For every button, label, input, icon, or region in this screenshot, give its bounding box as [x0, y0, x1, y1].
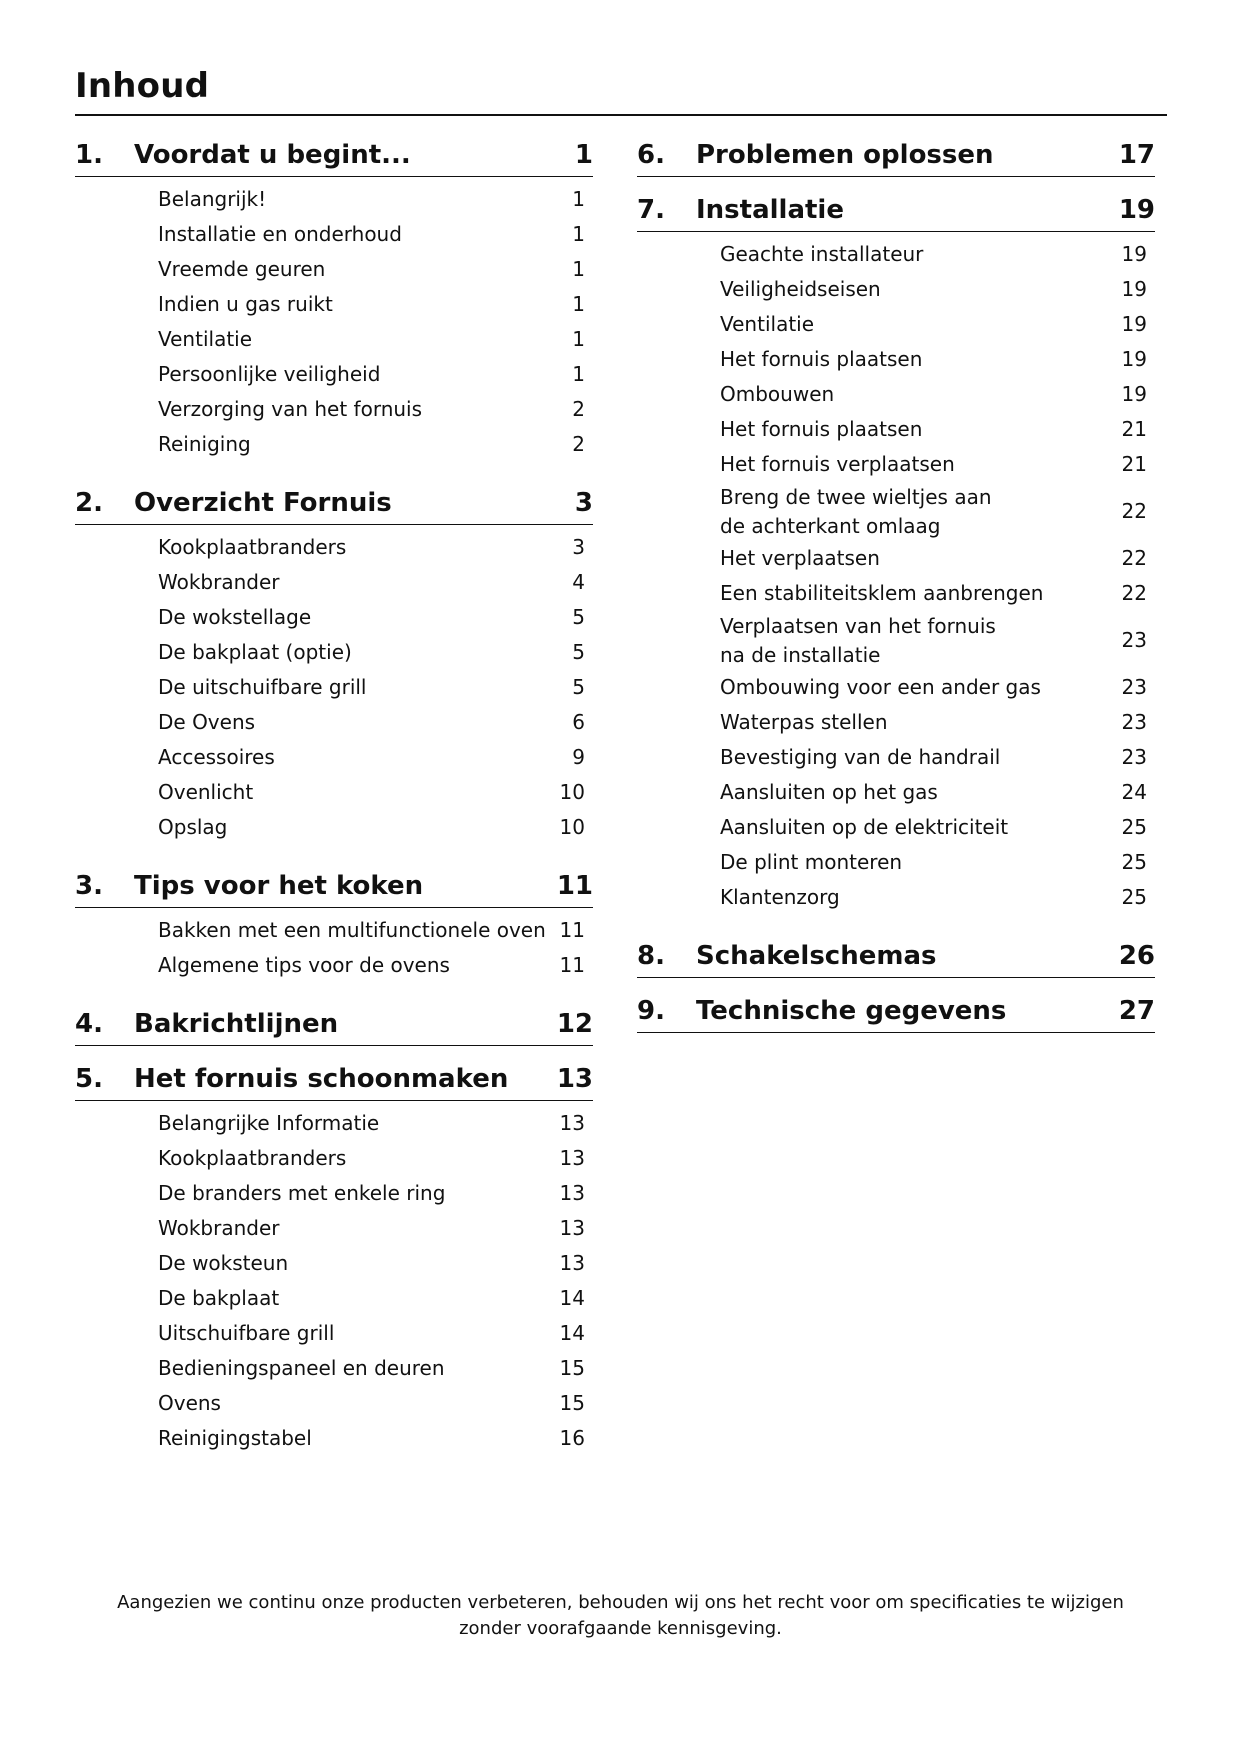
toc-entry[interactable] — [75, 1351, 593, 1386]
toc-entry-title-line: Het verplaatsen — [720, 546, 880, 570]
toc-entry[interactable] — [637, 740, 1155, 775]
toc-entry-title-line: Persoonlijke veiligheid — [158, 362, 381, 386]
toc-entry-title — [75, 778, 560, 807]
toc-entry-page-number: 25 — [1121, 885, 1147, 909]
toc-entry-page-number: 1 — [572, 327, 585, 351]
toc-entry-list — [637, 232, 1155, 923]
toc-entry[interactable] — [637, 670, 1155, 705]
toc-entry-title-line: De Ovens — [158, 710, 256, 734]
toc-entry[interactable] — [75, 775, 593, 810]
section-page-number: 1 — [574, 140, 593, 170]
toc-entry-title-line: de achterkant omlaag — [720, 513, 941, 538]
toc-entry-list — [75, 908, 593, 991]
toc-section-heading[interactable] — [75, 865, 593, 908]
section-number: 3. — [75, 871, 103, 901]
toc-entry-page-number: 1 — [572, 222, 585, 246]
toc-entry[interactable] — [637, 342, 1155, 377]
toc-entry[interactable] — [637, 611, 1155, 670]
footer-line-1: Aangezien we continu onze producten verbeteren, behouden wij ons het recht voor om specificaties te wijzigen — [117, 1592, 1124, 1613]
toc-entry-title — [75, 743, 572, 772]
toc-entry[interactable] — [637, 412, 1155, 447]
section-title: Overzicht Fornuis — [134, 488, 392, 518]
toc-entry-title-line: na de installatie — [720, 642, 881, 667]
toc-entry-title — [75, 1424, 560, 1453]
toc-entry[interactable] — [637, 705, 1155, 740]
section-page-number: 26 — [1118, 941, 1155, 971]
toc-entry-title — [75, 1389, 560, 1418]
toc-entry-title — [637, 743, 1122, 772]
section-title: Technische gegevens — [696, 996, 1007, 1026]
toc-entry-page-number: 16 — [559, 1426, 585, 1450]
section-title: Bakrichtlijnen — [134, 1009, 339, 1039]
toc-entry-title — [637, 778, 1122, 807]
toc-entry[interactable] — [637, 880, 1155, 915]
toc-entry-title-line: Ventilatie — [158, 327, 253, 351]
toc-entry-page-number: 3 — [572, 535, 585, 559]
toc-entry-title-line: Aansluiten op de elektriciteit — [720, 815, 1009, 839]
section-title: Schakelschemas — [696, 941, 937, 971]
toc-entry-title — [75, 1144, 560, 1173]
toc-entry-title-line: De wokstellage — [158, 605, 312, 629]
toc-entry-page-number: 5 — [572, 675, 585, 699]
toc-entry-page-number: 15 — [559, 1391, 585, 1415]
toc-section-heading[interactable] — [75, 134, 593, 177]
toc-entry-title-line: Een stabiliteitsklem aanbrengen — [720, 581, 1044, 605]
toc-entry-title — [637, 883, 1122, 912]
toc-entry-page-number: 19 — [1121, 242, 1147, 266]
toc-entry-page-number: 4 — [572, 570, 585, 594]
toc-entry-title-line: Verplaatsen van het fornuis — [720, 613, 996, 638]
toc-entry-page-number: 2 — [572, 432, 585, 456]
toc-entry[interactable] — [637, 447, 1155, 482]
page-title: Inhoud — [75, 66, 210, 106]
toc-section-heading[interactable] — [637, 935, 1155, 978]
toc-entry-title-line: Reiniging — [158, 432, 251, 456]
toc-entry-title-line: Algemene tips voor de ovens — [158, 953, 450, 977]
toc-entry-title — [75, 568, 572, 597]
toc-entry-title — [637, 612, 1122, 670]
toc-entry-list — [75, 1101, 593, 1464]
toc-entry-title-line: Veiligheidseisen — [720, 277, 881, 301]
toc-entry-title-line: Uitschuifbare grill — [158, 1321, 335, 1345]
toc-entry[interactable] — [75, 1246, 593, 1281]
toc-entry-page-number: 13 — [559, 1111, 585, 1135]
toc-entry[interactable] — [637, 272, 1155, 307]
toc-entry[interactable] — [637, 237, 1155, 272]
toc-entry[interactable] — [75, 322, 593, 357]
toc-entry-title-line: Ventilatie — [720, 312, 815, 336]
section-number: 7. — [637, 195, 665, 225]
toc-entry-page-number: 24 — [1121, 780, 1147, 804]
toc-entry[interactable] — [75, 600, 593, 635]
toc-entry-title-line: Geachte installateur — [720, 242, 924, 266]
toc-entry[interactable] — [75, 1106, 593, 1141]
toc-entry-title-line: Kookplaatbranders — [158, 535, 347, 559]
section-title: Het fornuis schoonmaken — [134, 1064, 509, 1094]
section-title: Tips voor het koken — [134, 871, 424, 901]
toc-entry[interactable] — [637, 482, 1155, 541]
toc-entry[interactable] — [75, 1421, 593, 1456]
toc-entry[interactable] — [637, 377, 1155, 412]
toc-entry-title-line: Het fornuis plaatsen — [720, 417, 923, 441]
toc-entry-page-number: 25 — [1121, 850, 1147, 874]
toc-entry-title-line: Het fornuis verplaatsen — [720, 452, 955, 476]
section-number: 5. — [75, 1064, 103, 1094]
toc-entry-title — [75, 395, 572, 424]
section-page-number: 11 — [556, 871, 593, 901]
toc-entry-title-line: Bakken met een multifunctionele oven — [158, 918, 546, 942]
toc-section — [637, 935, 1155, 978]
toc-entry-page-number: 6 — [572, 710, 585, 734]
toc-entry[interactable] — [637, 775, 1155, 810]
toc-entry-title-line: De uitschuifbare grill — [158, 675, 367, 699]
toc-entry-page-number: 25 — [1121, 815, 1147, 839]
toc-entry-title — [637, 544, 1122, 573]
toc-entry[interactable] — [75, 1281, 593, 1316]
section-title: Voordat u begint... — [134, 140, 411, 170]
toc-entry[interactable] — [637, 541, 1155, 576]
toc-entry-title — [75, 1214, 560, 1243]
toc-section — [75, 1003, 593, 1046]
toc-entry-list — [75, 177, 593, 470]
toc-entry[interactable] — [75, 392, 593, 427]
toc-entry-title-line: De plint monteren — [720, 850, 903, 874]
toc-entry-page-number: 11 — [559, 918, 585, 942]
toc-entry-title-line: Wokbrander — [158, 1216, 280, 1240]
toc-entry-page-number: 13 — [559, 1251, 585, 1275]
toc-entry[interactable] — [637, 576, 1155, 611]
toc-entry-page-number: 21 — [1121, 417, 1147, 441]
toc-entry[interactable] — [75, 182, 593, 217]
toc-entry-title — [75, 673, 572, 702]
toc-section-heading[interactable] — [75, 482, 593, 525]
toc-entry-title-line: De branders met enkele ring — [158, 1181, 446, 1205]
toc-section-heading[interactable] — [637, 189, 1155, 232]
toc-entry-title-line: Ombouwing voor een ander gas — [720, 675, 1041, 699]
toc-entry-title-line: Belangrijke Informatie — [158, 1111, 380, 1135]
toc-entry-title — [75, 951, 560, 980]
toc-entry[interactable] — [75, 252, 593, 287]
section-spacer — [637, 923, 1155, 935]
section-page-number: 17 — [1118, 140, 1155, 170]
toc-entry-title — [75, 603, 572, 632]
section-spacer — [75, 991, 593, 1003]
toc-entry[interactable] — [637, 845, 1155, 880]
toc-entry-title-line: Breng de twee wieltjes aan — [720, 484, 992, 509]
section-spacer — [75, 853, 593, 865]
toc-entry-title — [75, 430, 572, 459]
toc-entry-title — [75, 360, 572, 389]
toc-section — [637, 189, 1155, 923]
toc-entry-title — [75, 290, 572, 319]
toc-section — [75, 1058, 593, 1464]
toc-entry[interactable] — [75, 913, 593, 948]
toc-entry[interactable] — [75, 217, 593, 252]
toc-entry-title — [637, 345, 1122, 374]
toc-section — [637, 134, 1155, 177]
toc-entry[interactable] — [75, 427, 593, 462]
toc-entry-page-number: 22 — [1121, 499, 1147, 523]
toc-entry-page-number: 1 — [572, 257, 585, 281]
toc-entry-title-line: De bakplaat — [158, 1286, 280, 1310]
toc-entry[interactable] — [75, 810, 593, 845]
toc-entry-title-line: De woksteun — [158, 1251, 289, 1275]
toc-entry-title — [75, 325, 572, 354]
toc-entry[interactable] — [75, 705, 593, 740]
toc-entry-title-line: Ovenlicht — [158, 780, 254, 804]
toc-entry[interactable] — [75, 530, 593, 565]
toc-entry-title-line: Verzorging van het fornuis — [158, 397, 423, 421]
toc-entry-page-number: 22 — [1121, 546, 1147, 570]
toc-entry-title-line: Accessoires — [158, 745, 275, 769]
section-page-number: 3 — [574, 488, 593, 518]
footer-disclaimer — [0, 1590, 1241, 1642]
toc-section — [75, 865, 593, 991]
toc-entry-page-number: 19 — [1121, 312, 1147, 336]
toc-section — [75, 134, 593, 470]
toc-entry-title-line: Opslag — [158, 815, 228, 839]
toc-entry-page-number: 1 — [572, 292, 585, 316]
toc-right-column — [637, 134, 1155, 1033]
section-title: Installatie — [696, 195, 844, 225]
toc-entry-title — [75, 916, 560, 945]
toc-entry-title — [75, 255, 572, 284]
toc-entry[interactable] — [75, 670, 593, 705]
toc-entry-page-number: 14 — [559, 1321, 585, 1345]
toc-entry-page-number: 10 — [559, 780, 585, 804]
toc-entry-title — [75, 1179, 560, 1208]
toc-section-heading[interactable] — [637, 990, 1155, 1033]
toc-entry-title — [75, 708, 572, 737]
toc-section-heading[interactable] — [75, 1058, 593, 1101]
toc-entry-title-line: Het fornuis plaatsen — [720, 347, 923, 371]
toc-entry-page-number: 19 — [1121, 347, 1147, 371]
toc-entry-title — [75, 1109, 560, 1138]
toc-entry-page-number: 5 — [572, 640, 585, 664]
toc-entry-title — [75, 638, 572, 667]
toc-entry-page-number: 22 — [1121, 581, 1147, 605]
toc-entry-title — [637, 483, 1122, 541]
toc-entry-title-line: Bedieningspaneel en deuren — [158, 1356, 445, 1380]
toc-entry-page-number: 23 — [1121, 675, 1147, 699]
toc-section-heading[interactable] — [75, 1003, 593, 1046]
toc-entry[interactable] — [637, 307, 1155, 342]
toc-entry-title-line: Belangrijk! — [158, 187, 267, 211]
toc-entry-title — [637, 673, 1122, 702]
section-page-number: 19 — [1118, 195, 1155, 225]
toc-entry-title — [75, 533, 572, 562]
toc-entry-page-number: 11 — [559, 953, 585, 977]
section-spacer — [75, 470, 593, 482]
toc-entry[interactable] — [75, 1141, 593, 1176]
toc-entry-page-number: 1 — [572, 362, 585, 386]
toc-section-heading[interactable] — [637, 134, 1155, 177]
toc-entry-page-number: 19 — [1121, 277, 1147, 301]
toc-entry-page-number: 21 — [1121, 452, 1147, 476]
toc-entry-title-line: Reinigingstabel — [158, 1426, 312, 1450]
toc-entry-page-number: 13 — [559, 1216, 585, 1240]
toc-entry-page-number: 19 — [1121, 382, 1147, 406]
section-page-number: 12 — [556, 1009, 593, 1039]
toc-entry-list — [75, 525, 593, 853]
section-number: 9. — [637, 996, 665, 1026]
toc-entry-page-number: 5 — [572, 605, 585, 629]
section-page-number: 13 — [556, 1064, 593, 1094]
section-number: 8. — [637, 941, 665, 971]
toc-entry[interactable] — [75, 1386, 593, 1421]
toc-entry-page-number: 23 — [1121, 628, 1147, 652]
section-number: 4. — [75, 1009, 103, 1039]
toc-entry[interactable] — [75, 1316, 593, 1351]
section-spacer — [75, 1046, 593, 1058]
section-number: 1. — [75, 140, 103, 170]
toc-entry-title — [75, 813, 560, 842]
toc-entry-title-line: Kookplaatbranders — [158, 1146, 347, 1170]
toc-entry-title — [637, 380, 1122, 409]
toc-entry-title-line: Wokbrander — [158, 570, 280, 594]
toc-entry[interactable] — [75, 357, 593, 392]
toc-entry-title — [637, 813, 1122, 842]
toc-entry-page-number: 10 — [559, 815, 585, 839]
toc-left-column — [75, 134, 593, 1464]
toc-entry-title — [75, 1354, 560, 1383]
toc-entry-page-number: 14 — [559, 1286, 585, 1310]
toc-entry-page-number: 15 — [559, 1356, 585, 1380]
toc-entry[interactable] — [75, 1211, 593, 1246]
toc-entry[interactable] — [75, 565, 593, 600]
toc-entry-title-line: Vreemde geuren — [158, 257, 326, 281]
toc-entry-page-number: 1 — [572, 187, 585, 211]
toc-entry-title-line: Waterpas stellen — [720, 710, 888, 734]
toc-entry-title — [637, 240, 1122, 269]
footer-line-2: zonder voorafgaande kennisgeving. — [459, 1618, 782, 1639]
section-title: Problemen oplossen — [696, 140, 994, 170]
toc-entry-title-line: De bakplaat (optie) — [158, 640, 352, 664]
toc-entry[interactable] — [637, 810, 1155, 845]
section-number: 6. — [637, 140, 665, 170]
toc-entry-title — [637, 848, 1122, 877]
toc-section — [637, 990, 1155, 1033]
toc-entry-title — [637, 275, 1122, 304]
toc-entry-page-number: 13 — [559, 1146, 585, 1170]
toc-entry-page-number: 13 — [559, 1181, 585, 1205]
toc-entry-title-line: Bevestiging van de handrail — [720, 745, 1001, 769]
toc-entry-title — [637, 579, 1122, 608]
toc-entry-title — [637, 310, 1122, 339]
toc-entry[interactable] — [75, 740, 593, 775]
section-spacer — [637, 177, 1155, 189]
toc-entry-title-line: Installatie en onderhoud — [158, 222, 402, 246]
section-page-number: 27 — [1118, 996, 1155, 1026]
toc-entry-title — [75, 1249, 560, 1278]
toc-entry-title — [75, 185, 572, 214]
toc-entry-title-line: Indien u gas ruikt — [158, 292, 333, 316]
toc-entry-page-number: 23 — [1121, 710, 1147, 734]
toc-entry[interactable] — [75, 635, 593, 670]
toc-entry[interactable] — [75, 948, 593, 983]
toc-entry-title-line: Ombouwen — [720, 382, 835, 406]
toc-entry-title-line: Ovens — [158, 1391, 221, 1415]
toc-entry[interactable] — [75, 287, 593, 322]
toc-entry-title — [637, 450, 1122, 479]
toc-entry-title — [637, 708, 1122, 737]
toc-entry-title-line: Aansluiten op het gas — [720, 780, 938, 804]
toc-section — [75, 482, 593, 853]
toc-entry[interactable] — [75, 1176, 593, 1211]
toc-entry-page-number: 9 — [572, 745, 585, 769]
section-number: 2. — [75, 488, 103, 518]
title-divider — [75, 114, 1167, 116]
toc-entry-title — [75, 1284, 560, 1313]
section-spacer — [637, 978, 1155, 990]
toc-entry-title — [75, 220, 572, 249]
toc-entry-title — [637, 415, 1122, 444]
toc-entry-title-line: Klantenzorg — [720, 885, 840, 909]
toc-entry-page-number: 23 — [1121, 745, 1147, 769]
toc-entry-page-number: 2 — [572, 397, 585, 421]
toc-entry-title — [75, 1319, 560, 1348]
